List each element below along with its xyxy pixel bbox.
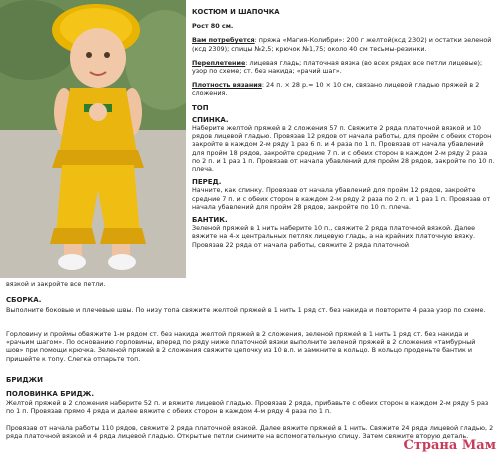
size-label: Рост 80 см.	[192, 22, 234, 31]
pants-heading: БРИДЖИ	[6, 376, 43, 384]
assembly-heading: СБОРКА.	[6, 296, 42, 304]
pants-text-1: Желтой пряжей в 2 сложения наберите 52 п. и вяжите лицевой гладью. Провязав 2 ряда, прибавьте с обеих сторон в каждом 2-м ряду 5 раз по 1 п. Провязав прямо 4 ряда и далее вяжите с обеих сторон в каждом 4-м ряду 4 раза по 1 п.	[6, 399, 489, 416]
top-heading: ТОП	[192, 103, 209, 112]
materials-paragraph	[192, 36, 496, 52]
child-in-yellow-outfit-illustration	[0, 0, 186, 278]
child-photo	[0, 0, 186, 278]
patterns-paragraph	[192, 59, 496, 75]
bow-text-end: вязкой и закройте все петли.	[6, 280, 106, 288]
pants-half-heading: ПОЛОВИНКА БРИДЖ.	[6, 390, 94, 398]
assembly-text-1: Выполните боковые и плечевые швы. По низу топа свяжите желтой пряжей в 1 нить 1 ряд ст. без накида и повторите 4 раза узор по схеме.	[6, 306, 486, 314]
patterns-label: Переплетение	[192, 58, 246, 67]
density-label: Плотность вязания	[192, 81, 262, 90]
materials-text: : пряжа «Магия-Колибри»: 200 г желтой(ксд 2302) и остатки зеленой (ксд 2309); спицы №2,5; крючок №1,75; около 40 см тесьмы-резинки.	[192, 36, 492, 53]
front-text: Начните, как спинку. Провязав от начала убавлений для пройм 12 рядов, закройте средние 7 п. и с обеих сторон в каждом 2-м ряду 2 раза по 2 п. и 1 раз 1 п. Провязав от начала убавлений для пройм 28 рядов, закройте по 10 п. плеча.	[192, 186, 491, 211]
patterns-text: : лицевая гладь; платочная вязка (во всех рядах все петли лицевые); узор по схеме; ст. без накида; «рачий шаг».	[192, 58, 483, 76]
assembly-text-2: Горловину и проймы обвяжите 1-м рядом ст. без накида желтой пряжей в 2 сложения, зеленой пряжей в 1 нить 1 ряд ст. без накида и «рачьим шагом». По основанию горловины, вперед по ряду ниже платочной вязки выполните зеленой пряжей в 2 сложения «тамбурный шов» при помощи крючка. Зеленой пряжей в 2 сложения свяжите цепочку из 10 в.п. и замкните в кольцо. В кольцо проденьте бантик и пришейте к топу. Слегка отпарьте топ.	[6, 330, 476, 363]
instructions-column	[192, 8, 496, 249]
page-title: КОСТЮМ И ШАПОЧКА	[192, 8, 280, 16]
site-watermark: Страна Мам	[403, 438, 496, 453]
bow-text: Зеленой пряжей в 1 нить наберите 10 п., свяжите 2 ряда платочной вязкой. Далее вяжите на 4-х центральных петлях лицевую гладь, а на крайних платочную вязку. Провязав 22 ряда от начала работы, свяжите 2 ряда платочной	[192, 224, 476, 249]
front-heading: ПЕРЕД.	[192, 178, 222, 187]
back-heading: СПИНКА.	[192, 115, 229, 124]
materials-label: Вам потребуется	[192, 36, 255, 45]
back-text: Наберите желтой пряжей в 2 сложения 57 п. Свяжите 2 ряда платочной вязкой и 10 рядов лицевой гладью. Провязав 12 рядов от начала работы, для пройм с обеих сторон закройте в каждом 2-м ряду 1 раз 6 п. и 4 раза по 1 п. Провязав от начала убавлений для пройм 18 рядов, закройте средние 7 п. и с обеих сторон в каждом 2-м ряду 2 раза по 2 п. и 1 раз 1 п. Провязав от начала убавлений для пройм 28 рядов, закройте по 10 п. плеча.	[192, 124, 495, 174]
density-paragraph	[192, 81, 496, 97]
bow-heading: БАНТИК.	[192, 216, 228, 225]
pants-text-2: Провязав от начала работы 110 рядов, свяжите 2 ряда платочной вязкой. Далее вяжите пряжей в 1 нить. Свяжите 24 ряда лицевой гладью, 2 ряда платочной вязкой и 4 ряда лицевой гладью. Открытые петли снимите на вспомогательную спицу. Затем свяжите вторую деталь.	[6, 424, 494, 441]
density-text: : 24 п. × 28 р.= 10 × 10 см, связано лицевой гладью пряжей в 2 сложения.	[192, 81, 480, 98]
